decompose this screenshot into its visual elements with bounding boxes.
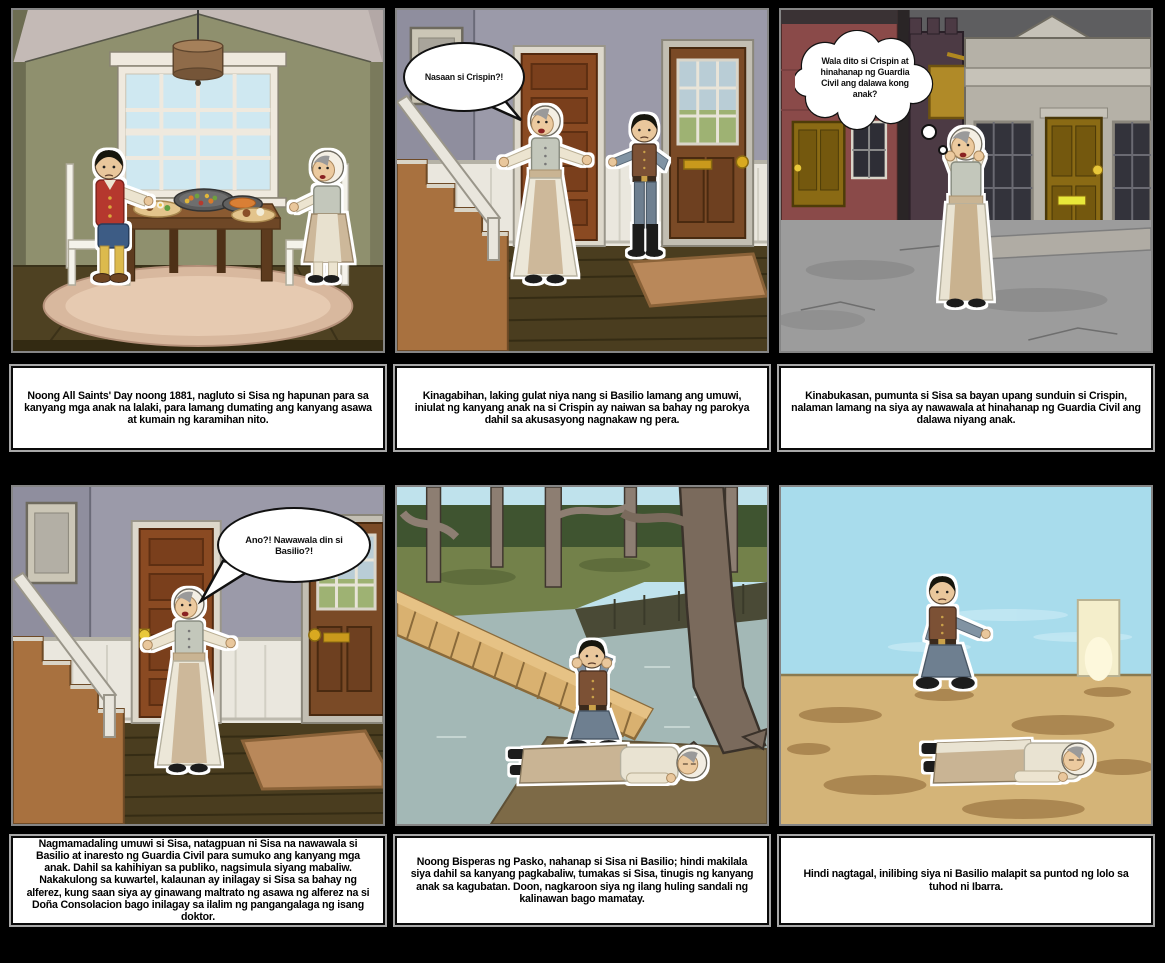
- caption-cell-1: [11, 366, 385, 450]
- doorknob: [309, 629, 321, 641]
- caption-text-5: Noong Bisperas ng Pasko, nahanap si Sisa ni Basilio; hindi makilala siya dahil sa kanyang pagkabaliw, tumakas si Sisa, tinugis ng kanyang anak sa kagubatan. Doon, nagkaroon siya ng ilang huling sandali ng kalinawan bago mamatay.: [410, 855, 754, 905]
- front-door: [662, 40, 753, 246]
- panel-burial-ground: [779, 485, 1153, 826]
- caption-text-4: Nagmamadaling umuwi si Sisa, natagpuan ni Sisa na nawawala si Basilio at inaresto ng Guardia Civil para sumuko ang kanyang mga anak. Dahil sa kahihiyan sa publiko, nagsimula siyang mabaliw. Nakakulong sa kuwartel, kalaunan ay inilagay si Sisa sa bahay ng alferez, kung saan siya ay ginawang maltrato ng asawa ng alferez na si Doña Consolacion bago inilagay sa ilalim ng pangangalaga ng isang doktor.: [26, 837, 370, 924]
- caption-text-6: Hindi nagtagal, inilibing siya ni Basilio malapit sa puntod ng lolo sa tuhod ni Ibarra.: [803, 868, 1129, 893]
- caption-text-2: Kinagabihan, laking gulat niya nang si Basilio lamang ang umuwi, iniulat ng kanyang anak na si Crispin ay naiwan sa bahay ng parokya dahil sa akusasyong nagnakaw ng pera.: [414, 389, 750, 427]
- panel-hallway-two: [395, 8, 769, 353]
- scene-burial: [781, 487, 1151, 824]
- speech-bubble-text: Ano?! Nawawala din si Basilio?!: [245, 533, 343, 556]
- speech-bubble-text: Nasaan si Crispin?!: [424, 71, 504, 82]
- caption-cell-6: [779, 836, 1153, 925]
- panel-street: [779, 8, 1153, 353]
- speech-bubble: [217, 507, 371, 583]
- caption-text-3: Kinabukasan, pumunta si Sisa sa bayan upang sunduin si Crispin, nalaman lamang na siya ay nawawala at hinahanap ng Guardia Civil ang dalawa niyang anak.: [791, 389, 1141, 427]
- panel-dining-room: [11, 8, 385, 353]
- mail-slot: [1058, 196, 1086, 205]
- caption-text-1: Noong All Saints' Day noong 1881, nagluto si Sisa ng hapunan para sa kanyang mga anak na lalaki, para lamang dumating ang kanyang asawa at kumain ng karamihan nito.: [24, 389, 372, 427]
- thought-bubble: [795, 30, 935, 130]
- doorknob: [736, 156, 748, 168]
- doormat: [243, 731, 383, 789]
- picture-frame: [27, 503, 76, 583]
- doorknob: [1093, 165, 1103, 175]
- thought-bubble-text: Wala dito si Crispin at hinahanap ng Guardia Civil ang dalawa kong anak?: [820, 56, 910, 99]
- caption-cell-5: [395, 836, 769, 925]
- sisa-lying: [508, 745, 707, 783]
- scene-dining-room: [13, 10, 383, 351]
- speech-bubble: [403, 42, 525, 112]
- caption-cell-3: [779, 366, 1153, 450]
- panel-forest-bridge: [395, 485, 769, 826]
- doormat: [630, 254, 767, 306]
- caption-cell-2: [395, 366, 769, 450]
- panel-hallway-one: [11, 485, 385, 826]
- scene-forest: [397, 487, 767, 824]
- sisa-lying: [921, 740, 1093, 783]
- tombstone: [1078, 600, 1120, 681]
- mail-slot: [684, 160, 712, 169]
- doorknob: [139, 630, 150, 641]
- stone-building: [965, 16, 1151, 250]
- mail-slot: [324, 633, 350, 642]
- caption-cell-4: [11, 836, 385, 925]
